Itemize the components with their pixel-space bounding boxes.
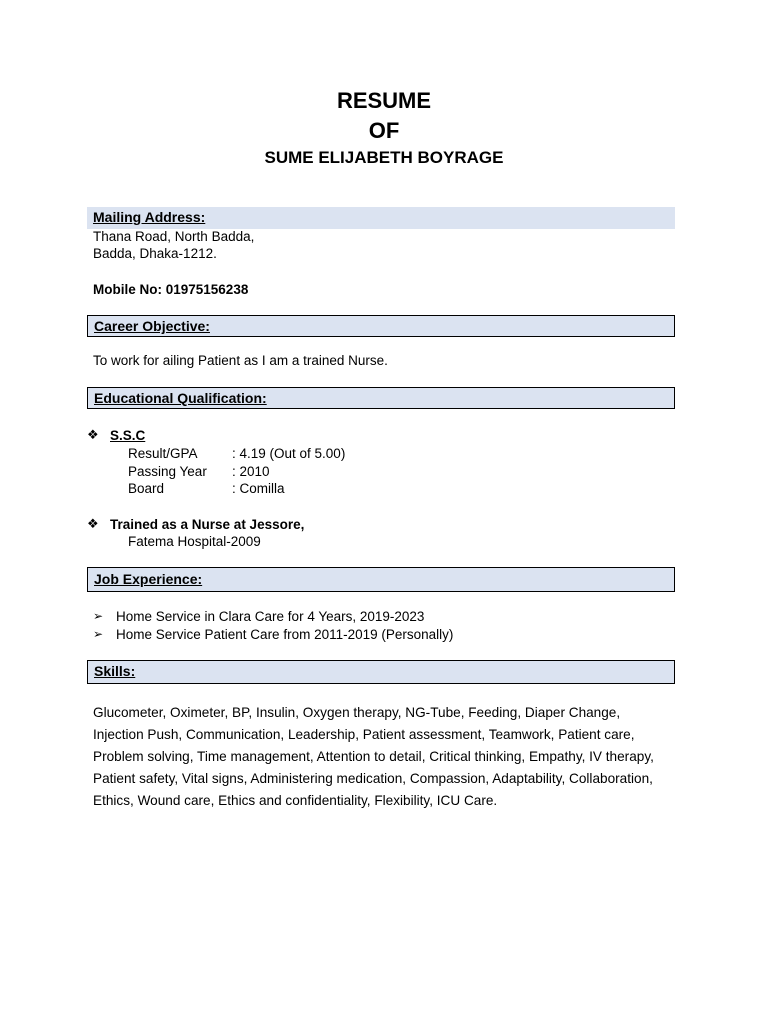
career-objective-text: To work for ailing Patient as I am a trained Nurse. xyxy=(93,353,388,368)
skills-heading-text: Skills: xyxy=(94,663,136,679)
nurse-training-hospital: Fatema Hospital-2009 xyxy=(128,534,261,549)
education-heading xyxy=(87,387,675,409)
resume-title: RESUME xyxy=(336,88,432,113)
address-line-1: Thana Road, North Badda, xyxy=(93,229,255,244)
experience-item: Home Service in Clara Care for 4 Years, 2019-2023 xyxy=(116,609,425,624)
ssc-title: S.S.C xyxy=(110,428,146,443)
nurse-training-title: Trained as a Nurse at Jessore, xyxy=(110,517,305,532)
mobile-number: Mobile No: 01975156238 xyxy=(93,282,249,297)
skills-primary: Glucometer, Oximeter, BP, Insulin, Oxygen therapy, NG-Tube, Feeding, Diaper Change, Injection Push, xyxy=(93,705,621,742)
diamond-bullet-icon: ❖ xyxy=(87,427,99,442)
board-label: Board xyxy=(128,481,165,496)
resume-title-of: OF xyxy=(368,118,400,143)
board-value: : Comilla xyxy=(232,481,285,496)
skills-heading xyxy=(87,660,675,684)
passing-year-value: : 2010 xyxy=(232,464,270,479)
mailing-address-heading xyxy=(87,207,675,229)
address-line-2: Badda, Dhaka-1212. xyxy=(93,246,217,261)
passing-year-label: Passing Year xyxy=(128,464,207,479)
education-heading-text: Educational Qualification: xyxy=(94,390,267,406)
experience-item: Home Service Patient Care from 2011-2019 (Personally) xyxy=(116,627,454,642)
diamond-bullet-icon: ❖ xyxy=(87,516,99,531)
job-experience-heading-text: Job Experience: xyxy=(94,571,203,587)
arrow-bullet-icon: ➢ xyxy=(93,609,104,623)
job-experience-heading xyxy=(87,567,675,592)
skills-paragraph xyxy=(93,702,673,812)
candidate-name: SUME ELIJABETH BOYRAGE xyxy=(264,148,504,167)
result-label: Result/GPA xyxy=(128,446,198,461)
mailing-address-heading-text: Mailing Address: xyxy=(93,209,206,225)
skills-secondary: Communication, Leadership, Patient assessment, Teamwork, Patient care, Problem solving, Time management, Attention to detail, Critical thinking, Empathy, IV therapy, Patient safety, Vital signs, Administering medication, Compassion, Adaptability, Collaboration, Ethics, Wound care, Ethics and confidentiality, Flexibility, ICU Care. xyxy=(93,727,654,808)
career-objective-heading-text: Career Objective: xyxy=(94,318,210,334)
arrow-bullet-icon: ➢ xyxy=(93,627,104,641)
result-value: : 4.19 (Out of 5.00) xyxy=(232,446,346,461)
career-objective-heading xyxy=(87,315,675,337)
